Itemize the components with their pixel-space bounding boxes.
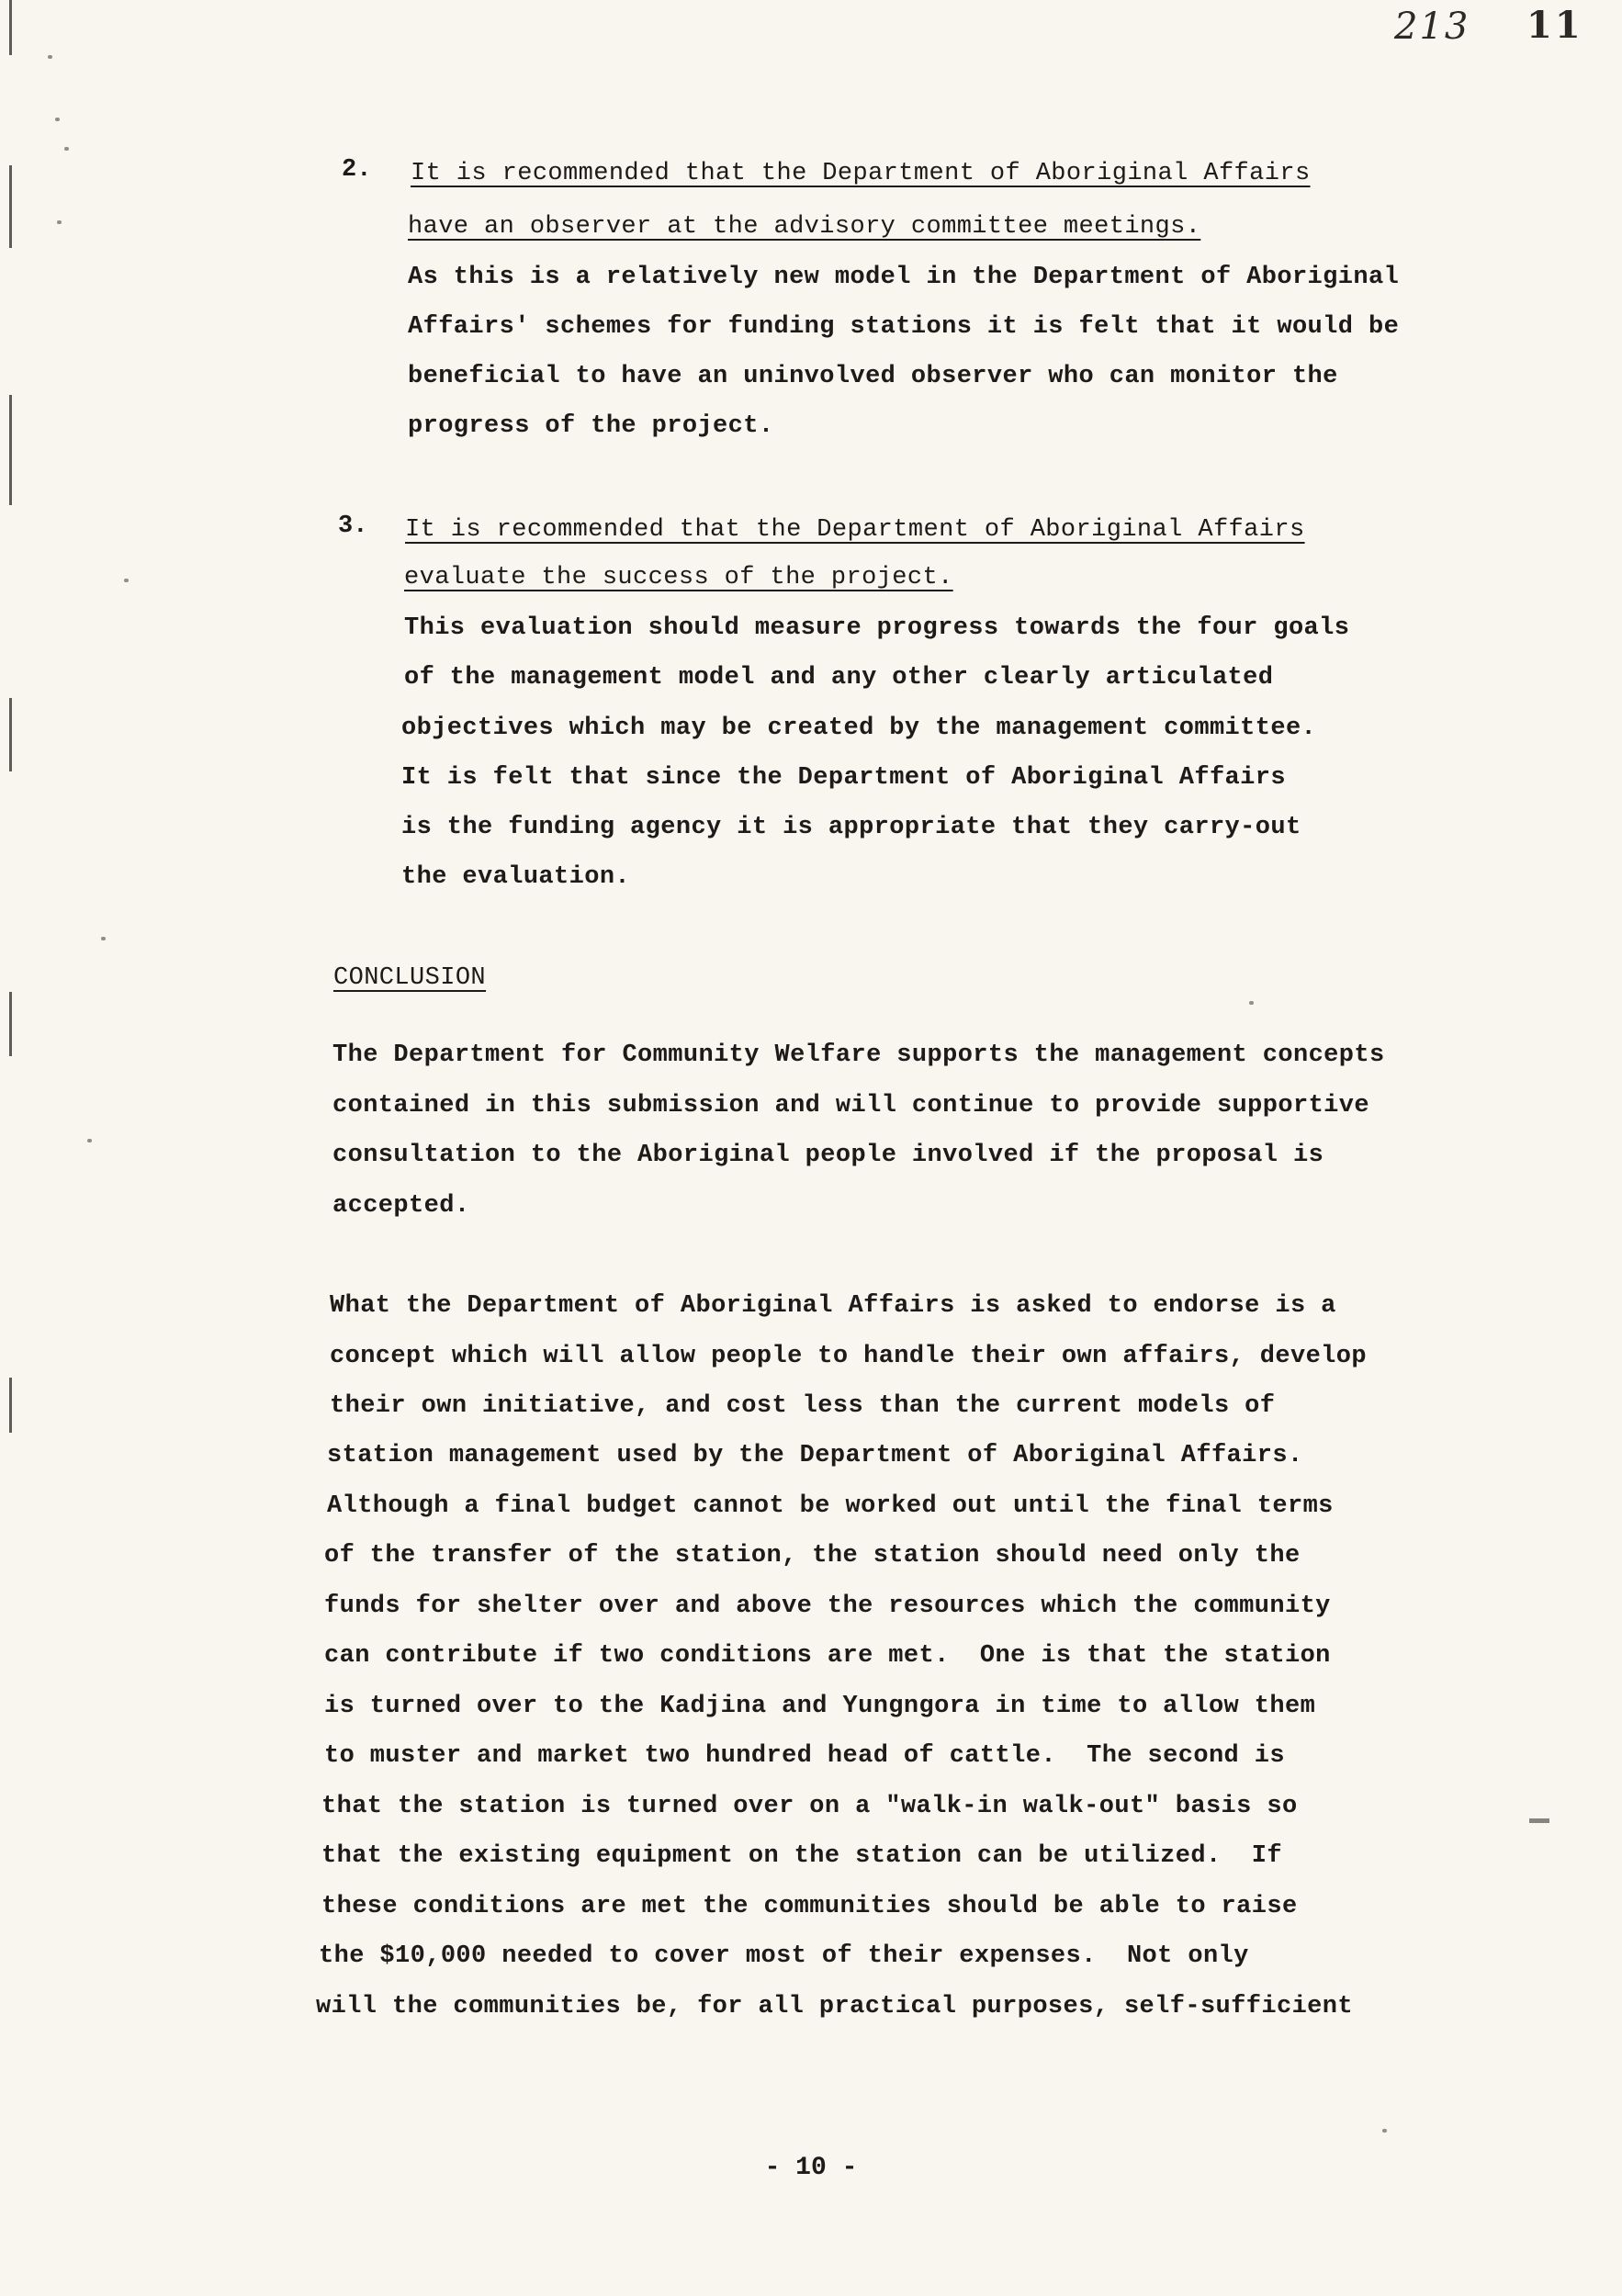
conclusion-paragraph-line: concept which will allow people to handle their own affairs, develop [330,1343,1367,1370]
conclusion-paragraph-line: Although a final budget cannot be worked out until the final terms [327,1492,1334,1520]
binding-edge [9,992,12,1056]
binding-edge [9,0,12,55]
binding-edge [9,1378,12,1433]
binding-edge [9,395,12,505]
recommendation-number: 3. [338,512,368,540]
binding-edge [9,698,12,771]
binding-edge [9,165,12,248]
conclusion-paragraph-line: that the existing equipment on the station can be utilized. If [321,1842,1282,1870]
conclusion-paragraph-line: contained in this submission and will continue to provide supportive [332,1092,1369,1120]
recommendation-heading: It is recommended that the Department of Aboriginal Affairs [405,516,1305,544]
recommendation-body-line: As this is a relatively new model in the Department of Aboriginal [408,264,1400,291]
recommendation-body-line: objectives which may be created by the management committee. [401,715,1317,742]
recommendation-heading: It is recommended that the Department of Aboriginal Affairs [411,160,1311,187]
conclusion-paragraph-line: can contribute if two conditions are met. One is that the station [324,1642,1331,1670]
scan-speck [55,118,60,121]
conclusion-paragraph-line: of the transfer of the station, the station should need only the [324,1542,1301,1570]
conclusion-paragraph-line: station management used by the Department of Aboriginal Affairs. [327,1442,1303,1469]
handwritten-mark: 11 [1526,4,1583,47]
scan-speck [101,937,106,940]
conclusion-paragraph-line: accepted. [332,1192,470,1220]
conclusion-paragraph-line: these conditions are met the communities should be able to raise [321,1893,1298,1920]
conclusion-paragraph-line: that the station is turned over on a "walk-in walk-out" basis so [321,1793,1298,1820]
scan-mark [1529,1818,1549,1823]
scan-speck [1382,2129,1387,2133]
scan-speck [57,220,62,224]
recommendation-body-line: the evaluation. [401,863,631,891]
conclusion-paragraph-line: their own initiative, and cost less than the current models of [330,1392,1276,1420]
conclusion-paragraph-line: consultation to the Aboriginal people involved if the proposal is [332,1142,1324,1169]
conclusion-paragraph-line: will the communities be, for all practical purposes, self-sufficient [316,1993,1353,2020]
conclusion-heading: CONCLUSION [333,964,487,992]
conclusion-paragraph-line: What the Department of Aboriginal Affairs is asked to endorse is a [330,1292,1336,1320]
scan-speck [124,579,129,582]
conclusion-paragraph-line: funds for shelter over and above the resources which the community [324,1593,1331,1620]
recommendation-body-line: of the management model and any other clearly articulated [404,664,1274,692]
conclusion-paragraph-line: is turned over to the Kadjina and Yungngora in time to allow them [324,1693,1316,1720]
recommendation-body-line: This evaluation should measure progress towards the four goals [404,614,1350,642]
scan-speck [1249,1001,1254,1005]
recommendation-body-line: is the funding agency it is appropriate that they carry-out [401,814,1301,841]
scan-speck [87,1139,92,1142]
conclusion-paragraph-line: the $10,000 needed to cover most of their expenses. Not only [319,1942,1249,1970]
recommendation-body-line: progress of the project. [408,412,774,440]
recommendation-body-line: It is felt that since the Department of Aboriginal Affairs [401,764,1286,792]
recommendation-body-line: beneficial to have an uninvolved observer who can monitor the [408,363,1338,390]
recommendation-number: 2. [342,156,372,184]
scan-speck [48,55,52,59]
handwritten-page-number: 213 [1394,6,1470,48]
conclusion-paragraph-line: to muster and market two hundred head of cattle. The second is [324,1742,1285,1770]
page-number: - 10 - [764,2154,858,2182]
conclusion-paragraph-line: The Department for Community Welfare supports the management concepts [332,1041,1385,1069]
recommendation-heading: evaluate the success of the project. [404,564,953,591]
scan-speck [64,147,69,151]
recommendation-body-line: Affairs' schemes for funding stations it is felt that it would be [408,313,1400,341]
recommendation-heading: have an observer at the advisory committee meetings. [408,213,1201,241]
